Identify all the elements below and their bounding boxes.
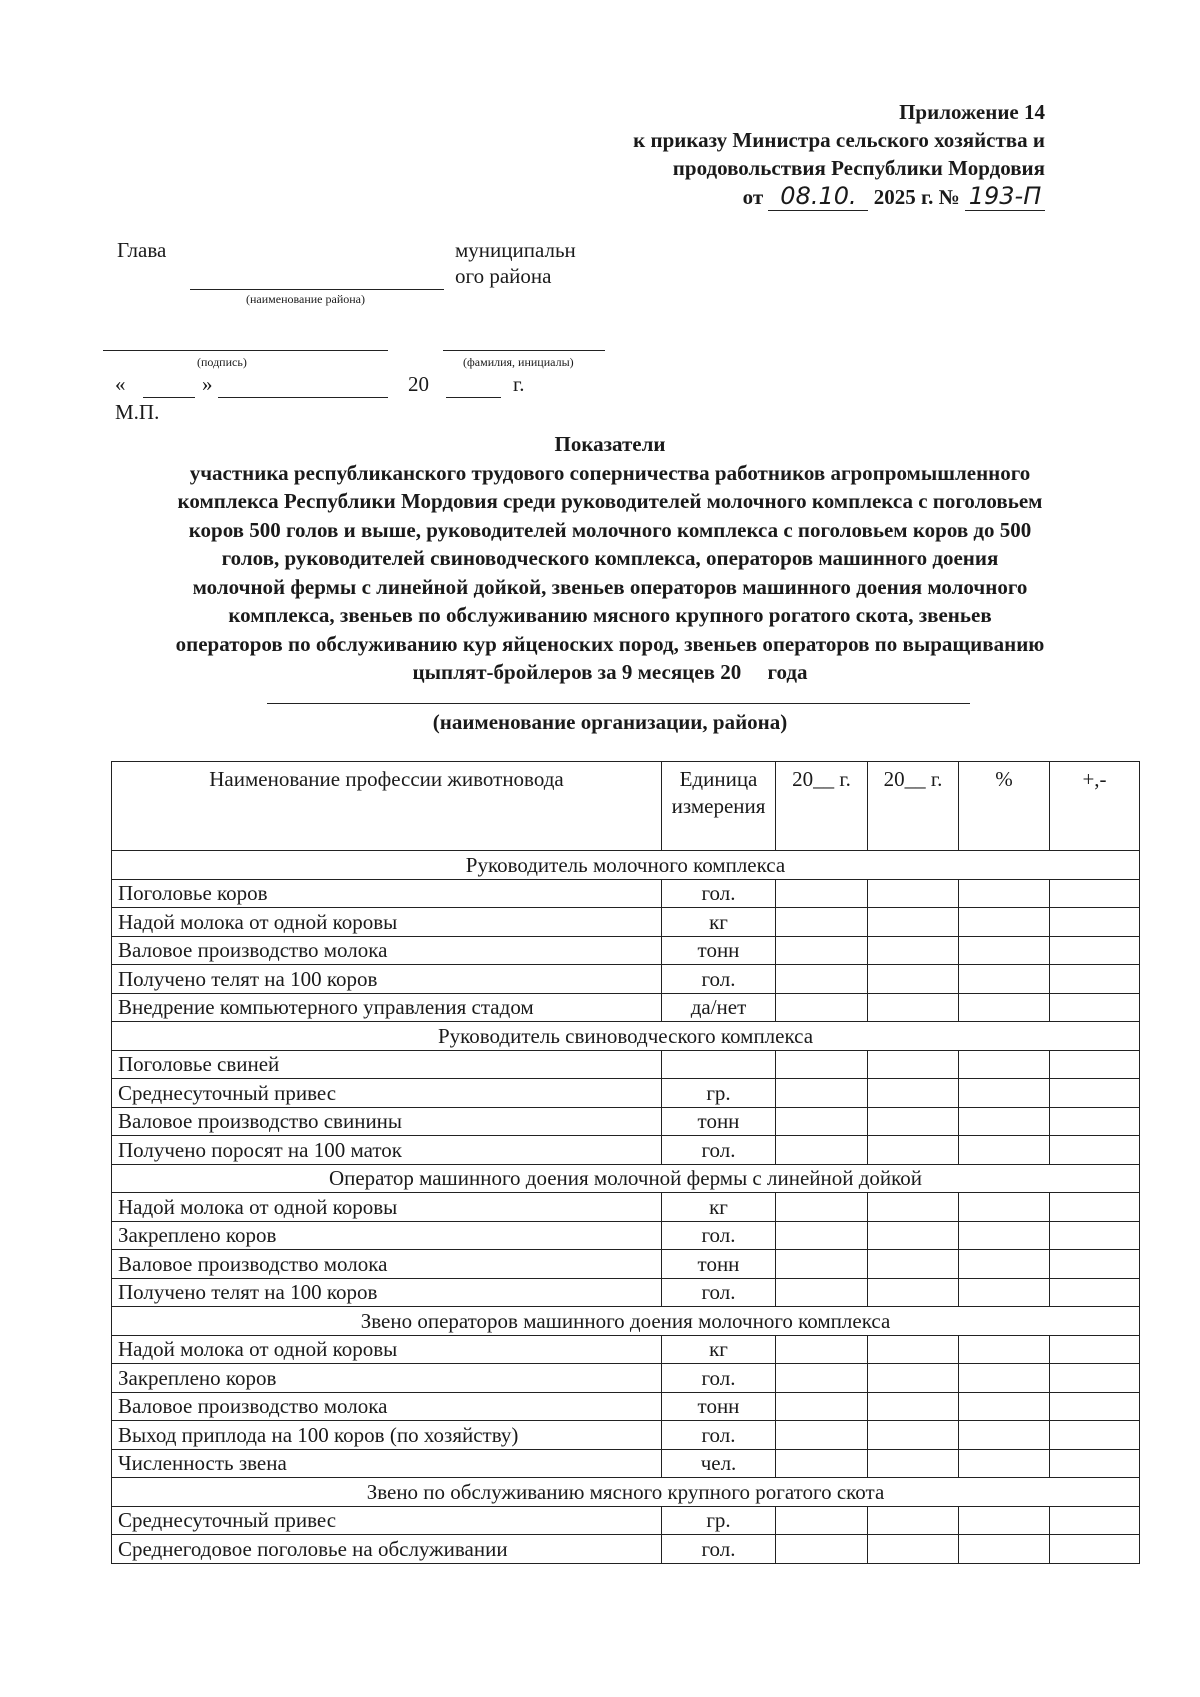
indicator-unit: чел.: [662, 1449, 776, 1478]
value-cell[interactable]: [959, 1364, 1050, 1393]
table-row: [112, 1506, 1140, 1535]
value-cell[interactable]: [1050, 1392, 1140, 1421]
indicator-name: Валовое производство молока: [112, 1392, 662, 1421]
organization-caption: (наименование организации, района): [432, 710, 788, 734]
value-cell[interactable]: [776, 1193, 868, 1222]
district-caption: (наименование района): [246, 292, 366, 306]
indicator-unit: кг: [662, 1193, 776, 1222]
indicator-name: Закреплено коров: [112, 1364, 662, 1393]
annex-header: [633, 98, 1045, 211]
section-row: [112, 1164, 1140, 1193]
indicator-unit: гол.: [662, 965, 776, 994]
table-row: [112, 1107, 1140, 1136]
value-cell[interactable]: [776, 1506, 868, 1535]
indicator-unit: гол.: [662, 879, 776, 908]
value-cell[interactable]: [959, 1079, 1050, 1108]
value-cell[interactable]: [1050, 1506, 1140, 1535]
header-profession: Наименование профессии животновода: [112, 762, 662, 851]
value-cell[interactable]: [868, 1335, 959, 1364]
signature-caption: (подпись): [197, 355, 247, 369]
table-row: [112, 1136, 1140, 1165]
indicator-name: Валовое производство молока: [112, 1250, 662, 1279]
value-cell[interactable]: [776, 1278, 868, 1307]
value-cell[interactable]: [868, 879, 959, 908]
date-prefix: от: [742, 185, 764, 209]
year-suffix: г.: [513, 372, 525, 396]
value-cell[interactable]: [959, 1449, 1050, 1478]
annex-date-line: [633, 182, 1045, 211]
signature-line[interactable]: [103, 350, 388, 351]
value-cell[interactable]: [1050, 1107, 1140, 1136]
value-cell[interactable]: [959, 993, 1050, 1022]
value-cell[interactable]: [776, 908, 868, 937]
indicator-name: Среднесуточный привес: [112, 1079, 662, 1108]
indicator-name: Численность звена: [112, 1449, 662, 1478]
title-block: [110, 430, 1110, 687]
section-row: [112, 1022, 1140, 1051]
indicator-name: Валовое производство свинины: [112, 1107, 662, 1136]
table-row: [112, 965, 1140, 994]
indicator-name: Надой молока от одной коровы: [112, 908, 662, 937]
value-cell[interactable]: [1050, 1193, 1140, 1222]
section-title: Звено операторов машинного доения молочного комплекса: [112, 1307, 1140, 1336]
value-cell[interactable]: [776, 1449, 868, 1478]
value-cell[interactable]: [776, 1421, 868, 1450]
table-row: [112, 1193, 1140, 1222]
table-row: [112, 1392, 1140, 1421]
value-cell[interactable]: [776, 1364, 868, 1393]
value-cell[interactable]: [959, 1221, 1050, 1250]
value-cell[interactable]: [959, 1535, 1050, 1564]
value-cell[interactable]: [1050, 1421, 1140, 1450]
indicator-name: Среднесуточный привес: [112, 1506, 662, 1535]
section-title: Руководитель молочного комплекса: [112, 851, 1140, 880]
value-cell[interactable]: [1050, 1364, 1140, 1393]
indicator-unit: гол.: [662, 1221, 776, 1250]
value-cell[interactable]: [1050, 908, 1140, 937]
value-cell[interactable]: [868, 1506, 959, 1535]
quote-open: «: [115, 372, 126, 396]
value-cell[interactable]: [1050, 936, 1140, 965]
header-percent: %: [959, 762, 1050, 851]
section-row: [112, 1307, 1140, 1336]
date-year: 2025 г. №: [873, 185, 960, 209]
indicator-name: Получено телят на 100 коров: [112, 1278, 662, 1307]
title-line: комплекса Республики Мордовия среди руководителей молочного комплекса с поголовьем: [177, 489, 1043, 513]
indicator-name: Надой молока от одной коровы: [112, 1335, 662, 1364]
title-heading: Показатели: [554, 432, 666, 456]
value-cell[interactable]: [868, 908, 959, 937]
value-cell[interactable]: [868, 1535, 959, 1564]
value-cell[interactable]: [868, 1449, 959, 1478]
indicator-unit: гол.: [662, 1421, 776, 1450]
indicator-name: Среднегодовое поголовье на обслуживании: [112, 1535, 662, 1564]
value-cell[interactable]: [959, 1136, 1050, 1165]
indicator-unit: да/нет: [662, 993, 776, 1022]
value-cell[interactable]: [776, 1107, 868, 1136]
indicator-name: Получено поросят на 100 маток: [112, 1136, 662, 1165]
day-line[interactable]: [143, 397, 195, 398]
table-row: [112, 1221, 1140, 1250]
section-title: Оператор машинного доения молочной фермы с линейной дойкой: [112, 1164, 1140, 1193]
value-cell[interactable]: [868, 1221, 959, 1250]
indicator-unit: тонн: [662, 1107, 776, 1136]
value-cell[interactable]: [868, 1079, 959, 1108]
value-cell[interactable]: [1050, 1250, 1140, 1279]
value-cell[interactable]: [776, 993, 868, 1022]
header-unit: Единица измерения: [662, 762, 776, 851]
value-cell[interactable]: [868, 1278, 959, 1307]
value-cell[interactable]: [776, 1221, 868, 1250]
value-cell[interactable]: [959, 1335, 1050, 1364]
indicator-unit: [662, 1050, 776, 1079]
head-label: Глава: [117, 238, 167, 262]
value-cell[interactable]: [1050, 1278, 1140, 1307]
table-row: [112, 936, 1140, 965]
value-cell[interactable]: [776, 1535, 868, 1564]
indicator-name: Надой молока от одной коровы: [112, 1193, 662, 1222]
value-cell[interactable]: [1050, 965, 1140, 994]
value-cell[interactable]: [868, 1050, 959, 1079]
annex-order-line: к приказу Министра сельского хозяйства и: [633, 128, 1045, 152]
table-row: [112, 1250, 1140, 1279]
value-cell[interactable]: [1050, 1079, 1140, 1108]
title-line: коров 500 голов и выше, руководителей молочного комплекса с поголовьем коров до 500: [188, 517, 1032, 542]
value-cell[interactable]: [868, 965, 959, 994]
table-row: [112, 1335, 1140, 1364]
indicator-name: Поголовье свиней: [112, 1050, 662, 1079]
section-row: [112, 851, 1140, 880]
district-name-line[interactable]: [190, 289, 444, 290]
value-cell[interactable]: [776, 936, 868, 965]
table-row: [112, 1278, 1140, 1307]
month-line[interactable]: [218, 397, 388, 398]
value-cell[interactable]: [776, 1136, 868, 1165]
value-cell[interactable]: [959, 965, 1050, 994]
value-cell[interactable]: [1050, 1050, 1140, 1079]
value-cell[interactable]: [868, 1136, 959, 1165]
indicator-unit: тонн: [662, 936, 776, 965]
value-cell[interactable]: [959, 936, 1050, 965]
value-cell[interactable]: [868, 1193, 959, 1222]
value-cell[interactable]: [1050, 1136, 1140, 1165]
name-line[interactable]: [443, 350, 605, 351]
indicator-unit: тонн: [662, 1392, 776, 1421]
year-prefix: 20: [408, 372, 429, 396]
value-cell[interactable]: [776, 1392, 868, 1421]
quote-close: »: [202, 372, 213, 396]
table-row: [112, 1050, 1140, 1079]
table-row: [112, 1449, 1140, 1478]
header-year-1: 20__ г.: [776, 762, 868, 851]
indicators-table: [111, 761, 1140, 1564]
indicator-name: Выход приплода на 100 коров (по хозяйству): [112, 1421, 662, 1450]
value-cell[interactable]: [868, 1107, 959, 1136]
table-row: [112, 879, 1140, 908]
value-cell[interactable]: [1050, 1335, 1140, 1364]
section-title: Руководитель свиноводческого комплекса: [112, 1022, 1140, 1051]
value-cell[interactable]: [1050, 1535, 1140, 1564]
indicator-unit: гол.: [662, 1535, 776, 1564]
date-handwritten: 08.10.: [768, 182, 868, 211]
annex-title: Приложение 14: [899, 100, 1045, 124]
section-row: [112, 1478, 1140, 1507]
table-header-row: [112, 762, 1140, 851]
section-title: Звено по обслуживанию мясного крупного рогатого скота: [112, 1478, 1140, 1507]
indicator-unit: тонн: [662, 1250, 776, 1279]
order-number-handwritten: 193-П: [965, 182, 1045, 211]
annex-ministry-line: продовольствия Республики Мордовия: [672, 156, 1045, 180]
value-cell[interactable]: [776, 1079, 868, 1108]
value-cell[interactable]: [776, 1335, 868, 1364]
indicator-name: Получено телят на 100 коров: [112, 965, 662, 994]
name-caption: (фамилия, инициалы): [463, 355, 574, 369]
value-cell[interactable]: [776, 965, 868, 994]
indicator-unit: кг: [662, 1335, 776, 1364]
value-cell[interactable]: [776, 1250, 868, 1279]
value-cell[interactable]: [776, 1050, 868, 1079]
value-cell[interactable]: [959, 1050, 1050, 1079]
value-cell[interactable]: [959, 1107, 1050, 1136]
title-line: операторов по обслуживанию кур яйценоских пород, звеньев операторов по выращиванию: [175, 631, 1045, 656]
title-line: голов, руководителей свиноводческого комплекса, операторов машинного доения: [221, 546, 999, 570]
municipal-label-2: ого района: [455, 264, 552, 288]
value-cell[interactable]: [959, 908, 1050, 937]
indicator-unit: гол.: [662, 1364, 776, 1393]
indicator-name: Закреплено коров: [112, 1221, 662, 1250]
value-cell[interactable]: [868, 1392, 959, 1421]
value-cell[interactable]: [959, 1278, 1050, 1307]
value-cell[interactable]: [1050, 1221, 1140, 1250]
table-row: [112, 908, 1140, 937]
value-cell[interactable]: [868, 1421, 959, 1450]
value-cell[interactable]: [1050, 993, 1140, 1022]
value-cell[interactable]: [959, 879, 1050, 908]
stamp-label: М.П.: [115, 400, 160, 424]
header-difference: +,-: [1050, 762, 1140, 851]
indicator-name: Валовое производство молока: [112, 936, 662, 965]
title-line: участника республиканского трудового соперничества работников агропромышленного: [189, 460, 1031, 485]
indicator-unit: гр.: [662, 1506, 776, 1535]
indicator-unit: гол.: [662, 1136, 776, 1165]
header-year-2: 20__ г.: [868, 762, 959, 851]
value-cell[interactable]: [868, 936, 959, 965]
value-cell[interactable]: [959, 1506, 1050, 1535]
table-row: [112, 1421, 1140, 1450]
indicator-unit: гр.: [662, 1079, 776, 1108]
indicator-unit: гол.: [662, 1278, 776, 1307]
value-cell[interactable]: [1050, 879, 1140, 908]
title-line: комплекса, звеньев по обслуживанию мясного крупного рогатого скота, звеньев: [228, 603, 992, 627]
indicator-unit: кг: [662, 908, 776, 937]
table-row: [112, 1535, 1140, 1564]
indicator-name: Внедрение компьютерного управления стадом: [112, 993, 662, 1022]
title-line: молочной фермы с линейной дойкой, звеньев операторов машинного доения молочного: [192, 574, 1028, 599]
value-cell[interactable]: [868, 1364, 959, 1393]
value-cell[interactable]: [868, 1250, 959, 1279]
year-line[interactable]: [446, 397, 501, 398]
indicator-name: Поголовье коров: [112, 879, 662, 908]
organization-line[interactable]: [267, 703, 970, 704]
title-line: цыплят-бройлеров за 9 месяцев 20 года: [412, 660, 808, 684]
value-cell[interactable]: [959, 1193, 1050, 1222]
value-cell[interactable]: [1050, 1449, 1140, 1478]
table-row: [112, 993, 1140, 1022]
value-cell[interactable]: [959, 1421, 1050, 1450]
municipal-label-1: муниципальн: [455, 238, 576, 262]
value-cell[interactable]: [868, 993, 959, 1022]
value-cell[interactable]: [959, 1250, 1050, 1279]
value-cell[interactable]: [776, 879, 868, 908]
table-row: [112, 1364, 1140, 1393]
table-row: [112, 1079, 1140, 1108]
value-cell[interactable]: [959, 1392, 1050, 1421]
